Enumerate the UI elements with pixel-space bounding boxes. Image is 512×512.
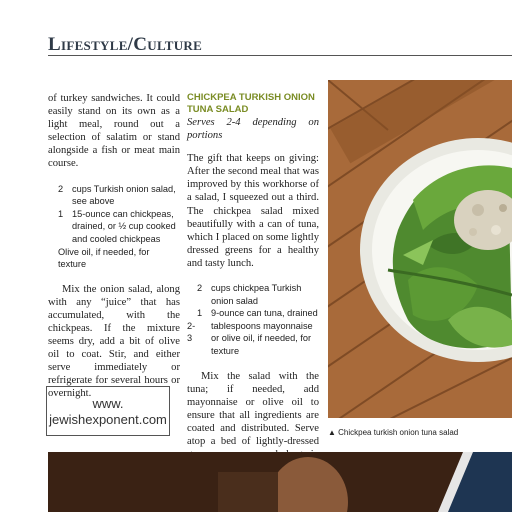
column-1	[48, 92, 180, 401]
bottom-photo	[48, 452, 512, 512]
col1-ingredient-list	[48, 183, 180, 271]
bottom-photo-illustration	[48, 452, 512, 512]
col2-intro-paragraph: The gift that keeps on giving: After the second meal that was improved by this workhorse of a salad, I squeezed out a third. The chickpea salad mixed beautifully with a can of tuna, which I placed on some lightly dressed greens for a healthy and tasty lunch.	[187, 153, 319, 269]
website-prefix: www.	[92, 396, 124, 411]
salad-photo-illustration	[328, 80, 512, 418]
col2-ingredient-list	[187, 282, 319, 358]
caption-text: Chickpea turkish onion tuna salad	[338, 428, 459, 437]
header-rule	[48, 55, 512, 56]
ingredient-item: 1 15-ounce can chickpeas, drained, or ½ cup cooked and cooled chickpeas	[58, 208, 176, 244]
ingredient-item: 2-3 tablespoons mayonnaise or olive oil, if needed, for texture	[187, 320, 313, 356]
col2-method-paragraph: Mix the salad with the tuna; if needed, add mayonnaise or olive oil to ensure that all ingredients are coated and distributed. Serve atop a bed of lightly-dressed	[187, 370, 319, 475]
salad-photo	[328, 80, 512, 418]
photo-caption	[328, 428, 458, 437]
col1-intro-paragraph: of turkey sandwiches. It could easily stand on its own as a light meal, round out a selection of salatim or stand alongside a fish or meat main course.	[48, 93, 180, 170]
ingredient-item: 1 9-ounce can tuna, drained	[197, 308, 318, 319]
caption-triangle-icon: ▲	[328, 428, 336, 437]
ingredient-item: Olive oil, if needed, for texture	[58, 246, 150, 270]
website-domain: jewishexponent.com	[49, 412, 167, 427]
website-link-box[interactable]	[46, 386, 170, 436]
col1-method-paragraph: Mix the onion salad, along with any “juice” that has accumulated, with the chickpeas. If the mixture seems dry, add a bit of olive oil to coat. Stir, and either serve immediately or refrigerate for several hours or overnight.	[48, 283, 180, 400]
section-title: Lifestyle/Culture	[48, 34, 203, 55]
column-2	[187, 92, 319, 474]
recipe-title: CHICKPEA TURKISH ONION TUNA SALAD	[187, 92, 315, 115]
ingredient-item: 2 cups chickpea Turkish onion salad	[197, 283, 302, 306]
ingredient-item: 2 cups Turkish onion salad, see above	[58, 183, 176, 207]
recipe-serves: Serves 2-4 depending on portions	[187, 117, 319, 142]
